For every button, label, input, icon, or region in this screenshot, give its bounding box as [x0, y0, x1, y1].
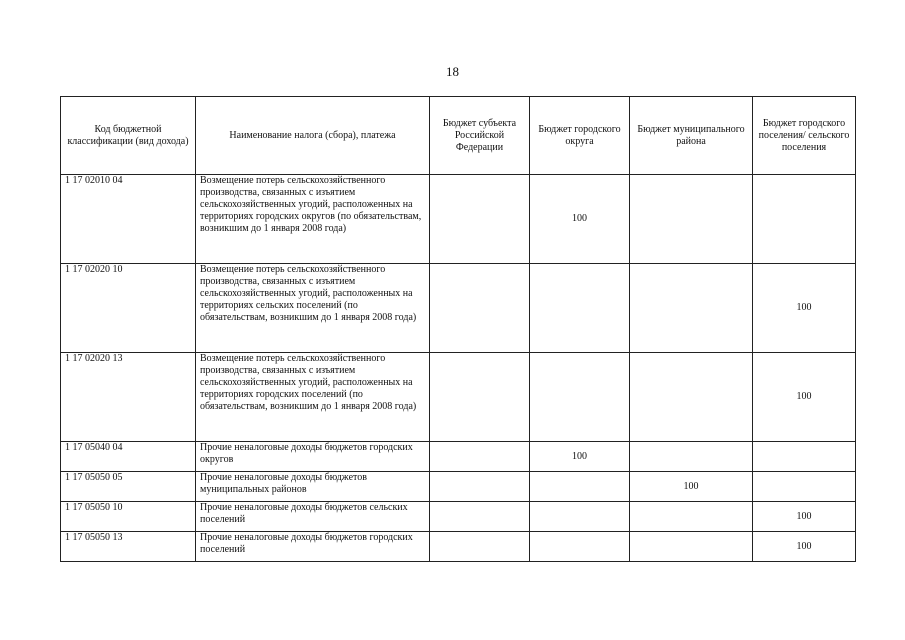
table-row	[61, 472, 856, 502]
header-subject-budget: Бюджет субъекта Российской Федерации	[430, 97, 530, 175]
header-name: Наименование налога (сбора), платежа	[196, 97, 430, 175]
municipal-district-budget-cell	[630, 175, 753, 264]
table-row	[61, 442, 856, 472]
name-cell: Прочие неналоговые доходы бюджетов городских поселений	[196, 532, 430, 562]
table-row	[61, 264, 856, 353]
city-district-budget-cell: 100	[530, 442, 630, 472]
settlement-budget-cell: 100	[753, 532, 856, 562]
city-district-budget-cell	[530, 353, 630, 442]
code-cell: 1 17 05050 13	[61, 532, 196, 562]
code-cell: 1 17 02020 13	[61, 353, 196, 442]
city-district-budget-cell	[530, 472, 630, 502]
name-cell: Возмещение потерь сельскохозяйственного производства, связанных с изъятием сельскохозяйственных угодий, расположенных на территориях городских поселений (по обязательствам, возникшим до 1 января 2008 года)	[196, 353, 430, 442]
code-cell: 1 17 05050 10	[61, 502, 196, 532]
name-cell: Прочие неналоговые доходы бюджетов сельских поселений	[196, 502, 430, 532]
city-district-budget-cell	[530, 502, 630, 532]
code-cell: 1 17 05050 05	[61, 472, 196, 502]
municipal-district-budget-cell	[630, 442, 753, 472]
table-row	[61, 175, 856, 264]
table-row	[61, 353, 856, 442]
name-cell: Прочие неналоговые доходы бюджетов городских округов	[196, 442, 430, 472]
table-row	[61, 502, 856, 532]
subject-budget-cell	[430, 532, 530, 562]
code-cell: 1 17 02010 04	[61, 175, 196, 264]
city-district-budget-cell	[530, 264, 630, 353]
settlement-budget-cell	[753, 472, 856, 502]
settlement-budget-cell: 100	[753, 502, 856, 532]
municipal-district-budget-cell: 100	[630, 472, 753, 502]
subject-budget-cell	[430, 353, 530, 442]
table-header-row	[61, 97, 856, 175]
city-district-budget-cell	[530, 532, 630, 562]
municipal-district-budget-cell	[630, 264, 753, 353]
subject-budget-cell	[430, 175, 530, 264]
name-cell: Прочие неналоговые доходы бюджетов муниципальных районов	[196, 472, 430, 502]
municipal-district-budget-cell	[630, 532, 753, 562]
header-municipal-district-budget: Бюджет муниципального района	[630, 97, 753, 175]
header-city-district-budget: Бюджет городского округа	[530, 97, 630, 175]
subject-budget-cell	[430, 442, 530, 472]
subject-budget-cell	[430, 264, 530, 353]
code-cell: 1 17 02020 10	[61, 264, 196, 353]
subject-budget-cell	[430, 472, 530, 502]
budget-classification-table	[60, 96, 856, 562]
municipal-district-budget-cell	[630, 502, 753, 532]
settlement-budget-cell: 100	[753, 353, 856, 442]
header-code: Код бюджетной классификации (вид дохода)	[61, 97, 196, 175]
page-number: 18	[446, 64, 459, 79]
settlement-budget-cell: 100	[753, 264, 856, 353]
name-cell: Возмещение потерь сельскохозяйственного производства, связанных с изъятием сельскохозяйственных угодий, расположенных на территориях сельских поселений (по обязательствам, возникшим до 1 января 2008 года)	[196, 264, 430, 353]
settlement-budget-cell	[753, 175, 856, 264]
code-cell: 1 17 05040 04	[61, 442, 196, 472]
city-district-budget-cell: 100	[530, 175, 630, 264]
name-cell: Возмещение потерь сельскохозяйственного производства, связанных с изъятием сельскохозяйственных угодий, расположенных на территориях городских округов (по обязательствам, возникшим до 1 января 2008 года)	[196, 175, 430, 264]
subject-budget-cell	[430, 502, 530, 532]
table-row	[61, 532, 856, 562]
header-settlement-budget: Бюджет городского поселения/ сельского поселения	[753, 97, 856, 175]
municipal-district-budget-cell	[630, 353, 753, 442]
settlement-budget-cell	[753, 442, 856, 472]
